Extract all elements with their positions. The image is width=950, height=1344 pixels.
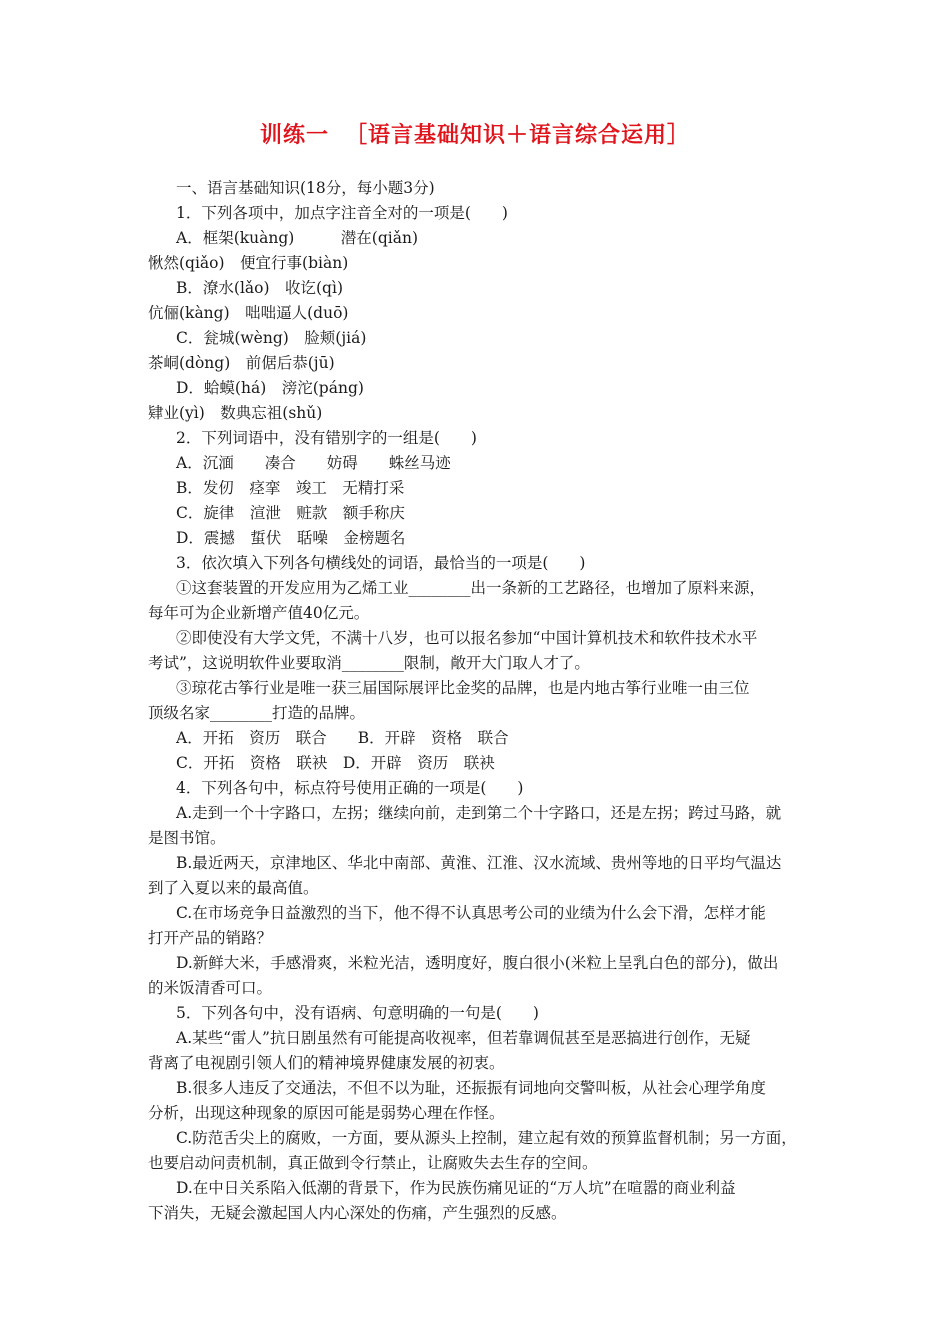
q5-stem: 5．下列各句中，没有语病、句意明确的一句是( )	[176, 1004, 539, 1022]
q3-stem: 3．依次填入下列各句横线处的词语，最恰当的一项是( )	[176, 554, 586, 572]
q1-option-a-cont: 愀然(qiǎo) 便宜行事(biàn)	[148, 254, 349, 272]
q1-option-a: A．框架(kuàng) 潜在(qiǎn)	[176, 229, 419, 247]
q3-options-cd: C．开拓 资格 联袂 D．开辟 资历 联袂	[176, 754, 495, 772]
q2-stem: 2．下列词语中，没有错别字的一组是( )	[176, 429, 477, 447]
q1-option-c-cont: 茶峒(dòng) 前倨后恭(jū)	[148, 354, 335, 372]
q4-option-d: D.新鲜大米，手感滑爽，米粒光洁，透明度好，腹白很小(米粒上呈乳白色的部分)，做出	[176, 954, 779, 972]
q5-option-b: B.很多人违反了交通法，不但不以为耻，还振振有词地向交警叫板，从社会心理学角度	[176, 1079, 766, 1097]
title-sub: ［语言基础知识＋语言综合运用］	[345, 123, 691, 148]
q4-option-b-cont: 到了入夏以来的最高值。	[148, 879, 319, 897]
q5-option-a: A.某些“雷人”抗日剧虽然有可能提高收视率，但若靠调侃甚至是恶搞进行创作，无疑	[176, 1029, 751, 1047]
q1-option-c: C．瓮城(wèng) 脸颊(jiá)	[176, 329, 367, 347]
q3-options-ab: A．开拓 资历 联合 B．开辟 资格 联合	[176, 729, 509, 747]
q3-sentence-2-cont: 考试”，这说明软件业要取消________限制，敞开大门取人才了。	[148, 654, 590, 672]
q3-sentence-3: ③琼花古筝行业是唯一获三届国际展评比金奖的品牌，也是内地古筝行业唯一由三位	[176, 679, 750, 697]
q4-option-c-cont: 打开产品的销路？	[148, 929, 273, 947]
q4-option-b: B.最近两天，京津地区、华北中南部、黄淮、江淮、汉水流域、贵州等地的日平均气温达	[176, 854, 782, 872]
q5-option-c-cont: 也要启动问责机制，真正做到令行禁止，让腐败失去生存的空间。	[148, 1154, 598, 1172]
page-title	[0, 118, 950, 149]
q4-option-d-cont: 的米饭清香可口。	[148, 979, 273, 997]
q4-stem: 4．下列各句中，标点符号使用正确的一项是( )	[176, 779, 524, 797]
q1-option-b-cont: 伉俪(kàng) 咄咄逼人(duō)	[148, 304, 349, 322]
q5-option-b-cont: 分析，出现这种现象的原因可能是弱势心理在作怪。	[148, 1104, 505, 1122]
q5-option-d: D.在中日关系陷入低潮的背景下，作为民族伤痛见证的“万人坑”在喧嚣的商业利益	[176, 1179, 736, 1197]
q4-option-a: A.走到一个十字路口，左拐；继续向前，走到第二个十字路口，还是左拐；跨过马路，就	[176, 804, 782, 822]
q5-option-c: C.防范舌尖上的腐败，一方面，要从源头上控制，建立起有效的预算监督机制；另一方面，	[176, 1129, 797, 1147]
title-main: 训练一	[259, 123, 329, 148]
q1-stem: 1．下列各项中，加点字注音全对的一项是( )	[176, 204, 508, 222]
q2-option-c: C．旋律 渲泄 赃款 额手称庆	[176, 504, 405, 522]
q3-sentence-1: ①这套装置的开发应用为乙烯工业________出一条新的工艺路径，也增加了原料来源，	[176, 579, 766, 597]
document-body	[148, 176, 813, 1226]
q3-sentence-2: ②即使没有大学文凭，不满十八岁，也可以报名参加“中国计算机技术和软件技术水平	[176, 629, 758, 647]
q2-option-d: D．震撼 蜇伏 聒噪 金榜题名	[176, 529, 406, 547]
q1-option-d-cont: 肄业(yì) 数典忘祖(shǔ)	[148, 404, 323, 422]
q2-option-a: A．沉湎 凑合 妨碍 蛛丝马迹	[176, 454, 451, 472]
q4-option-a-cont: 是图书馆。	[148, 829, 226, 847]
q1-option-d: D．蛤蟆(há) 滂沱(páng)	[176, 379, 364, 397]
q5-option-a-cont: 背离了电视剧引领人们的精神境界健康发展的初衷。	[148, 1054, 505, 1072]
section-heading: 一、语言基础知识(18分，每小题3分)	[176, 179, 435, 197]
q1-option-b: B．潦水(lǎo) 收讫(qì)	[176, 279, 343, 297]
q5-option-d-cont: 下消失，无疑会激起国人内心深处的伤痛，产生强烈的反感。	[148, 1204, 567, 1222]
q4-option-c: C.在市场竞争日益激烈的当下，他不得不认真思考公司的业绩为什么会下滑，怎样才能	[176, 904, 766, 922]
q2-option-b: B．发仞 痉挛 竣工 无精打采	[176, 479, 405, 497]
q3-sentence-3-cont: 顶级名家________打造的品牌。	[148, 704, 366, 722]
q3-sentence-1-cont: 每年可为企业新增产值40亿元。	[148, 604, 370, 622]
